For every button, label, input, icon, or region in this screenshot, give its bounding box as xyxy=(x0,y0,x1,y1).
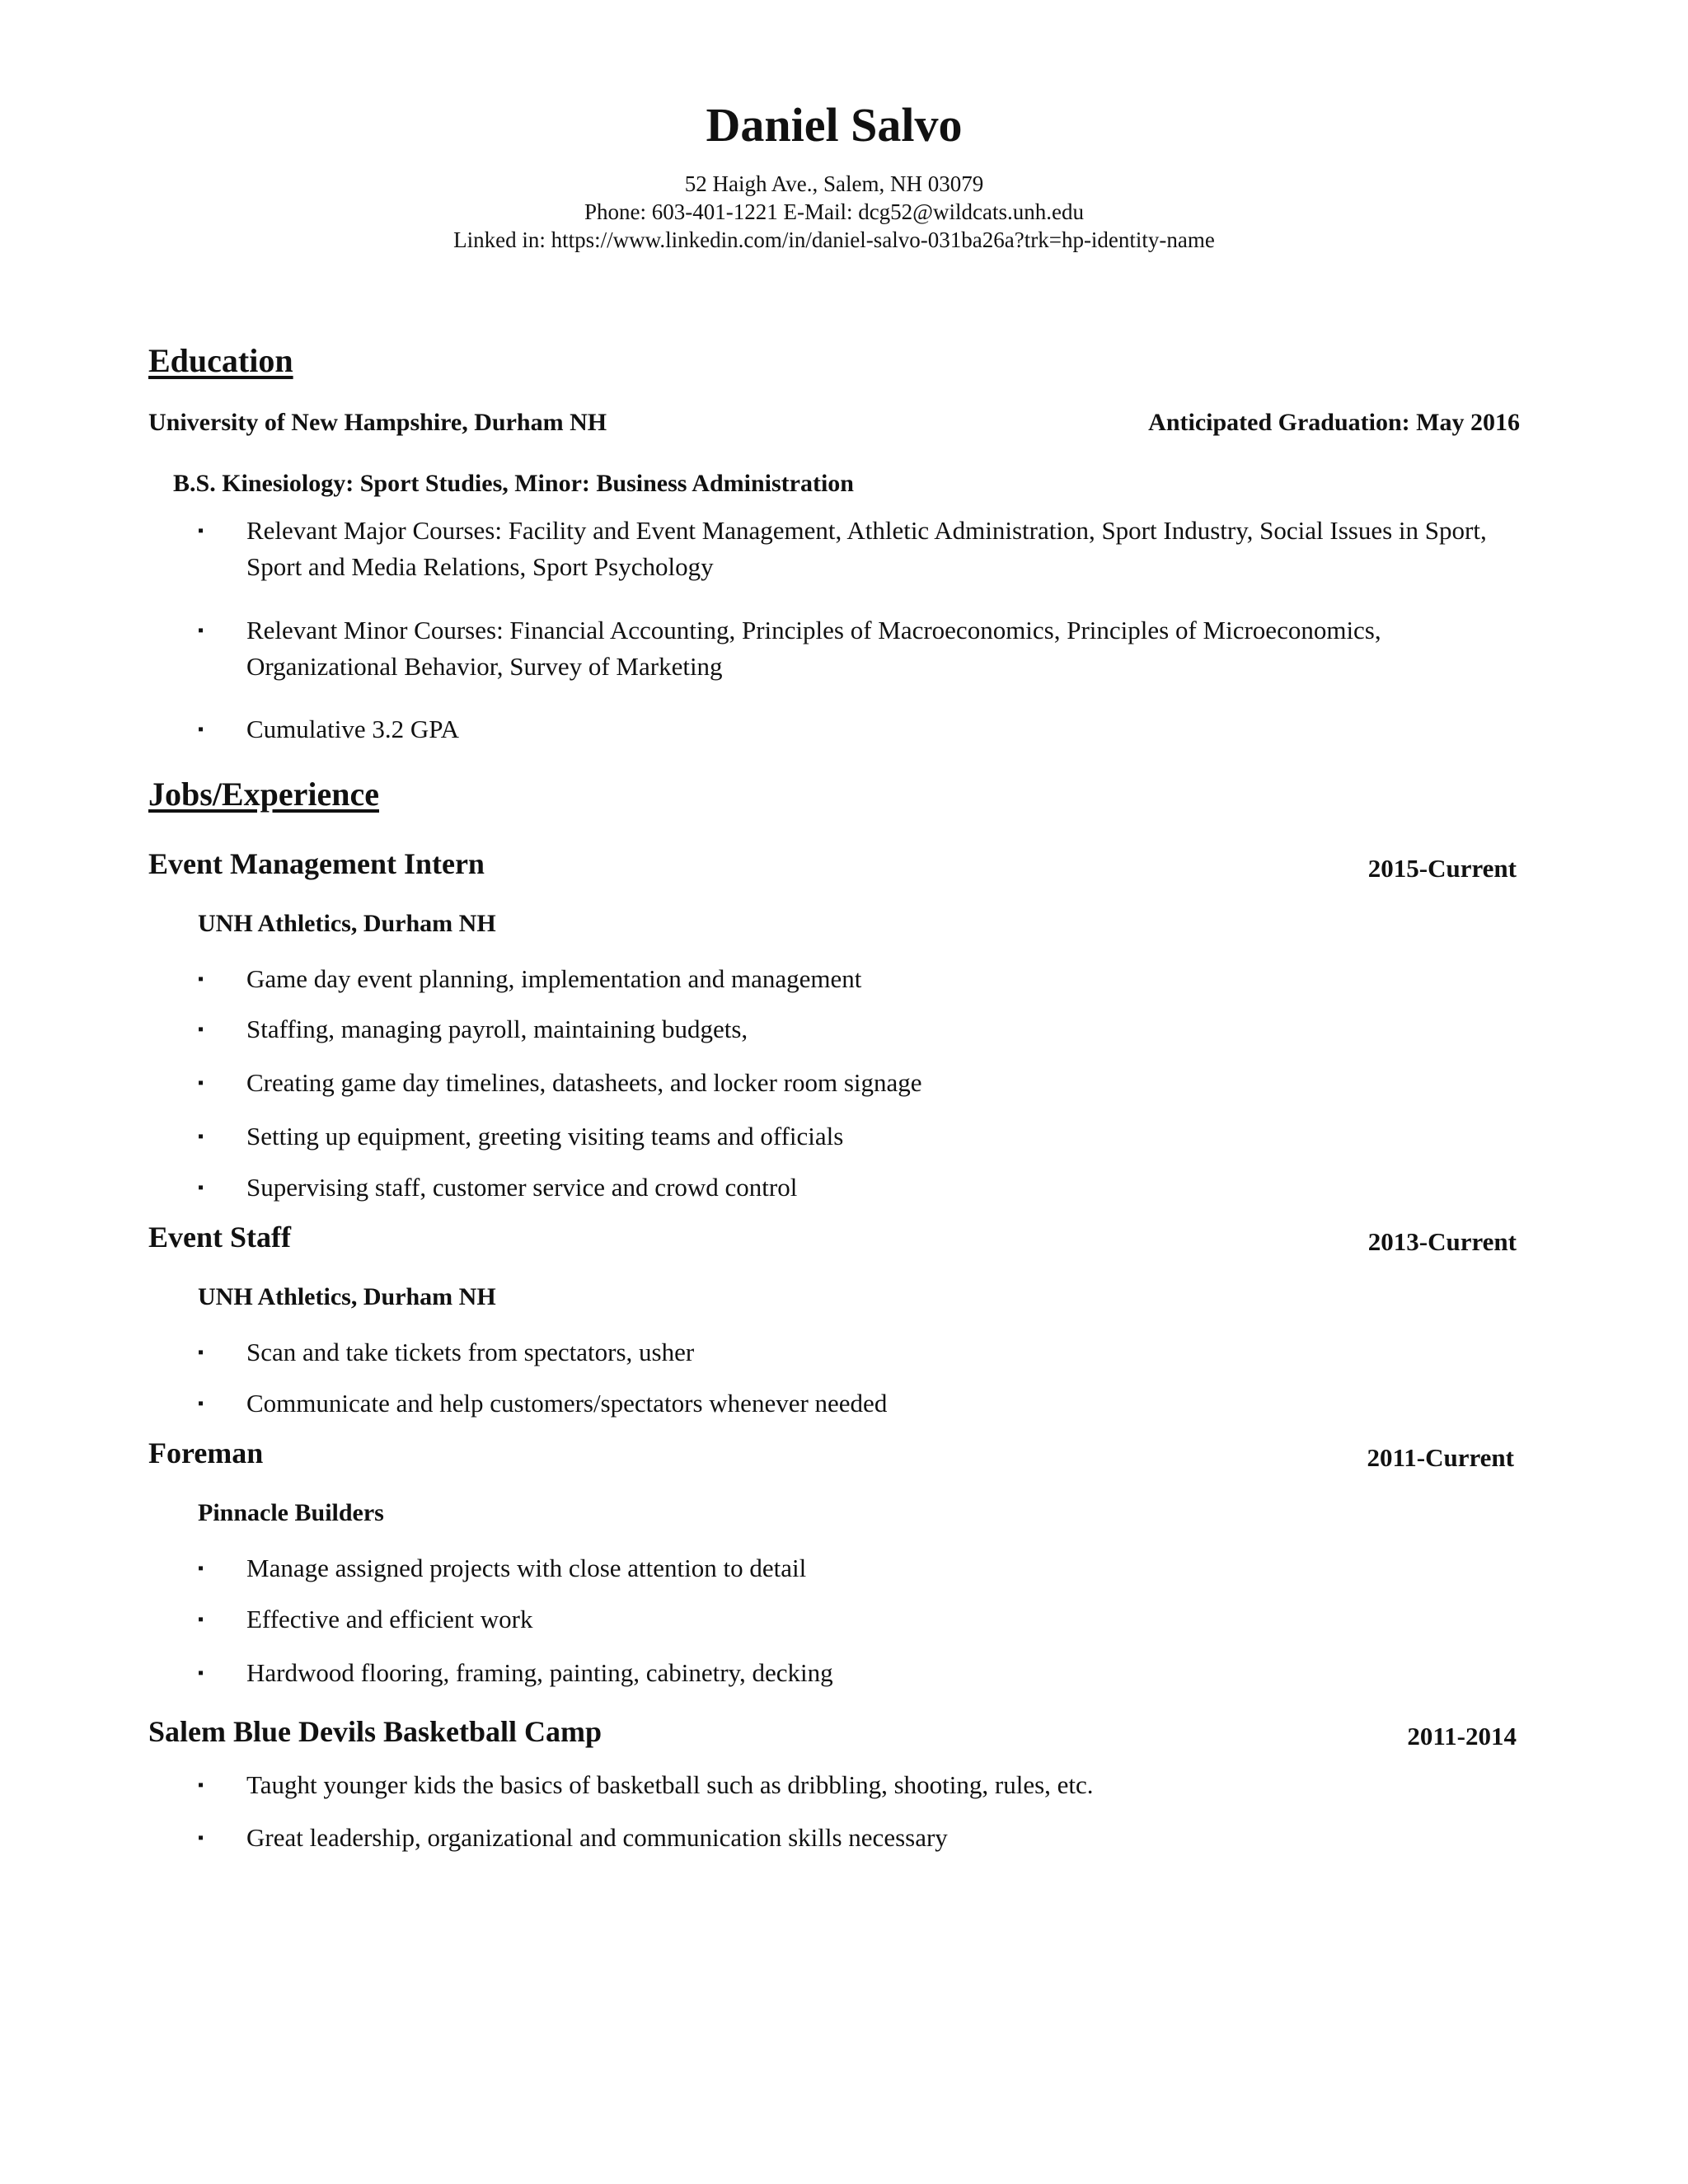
bullet-icon: ▪ xyxy=(198,720,204,738)
job-title: Event Staff xyxy=(148,1221,291,1254)
bullet-icon: ▪ xyxy=(198,1776,204,1794)
bullet-icon: ▪ xyxy=(198,1020,204,1038)
bullet-icon: ▪ xyxy=(198,621,204,640)
bullet-text: Hardwood flooring, framing, painting, cabinetry, decking xyxy=(246,1658,833,1687)
bullet-text: Setting up equipment, greeting visiting teams and officials xyxy=(246,1122,844,1151)
bullet-icon: ▪ xyxy=(198,970,204,988)
job-dates: 2011-Current xyxy=(1367,1443,1514,1472)
bullet-text: Cumulative 3.2 GPA xyxy=(246,715,460,743)
bullet-icon: ▪ xyxy=(198,1610,204,1629)
bullet-text: Effective and efficient work xyxy=(246,1605,533,1633)
job-organization: UNH Athletics, Durham NH xyxy=(198,910,496,937)
bullet-text: Relevant Minor Courses: Financial Accounting, Principles of Macroeconomics, Principles of Microeconomics, Organizational Behavior, Survey of Marketing xyxy=(246,616,1381,681)
bullet-text: Creating game day timelines, datasheets, and locker room signage xyxy=(246,1068,922,1097)
bullet-icon: ▪ xyxy=(198,1664,204,1682)
bullet-icon: ▪ xyxy=(198,1829,204,1847)
bullet-icon: ▪ xyxy=(198,1074,204,1092)
bullet-text: Game day event planning, implementation and management xyxy=(246,964,862,993)
bullet-text: Relevant Major Courses: Facility and Event Management, Athletic Administration, Sport Industry, Social Issues in Sport, Sport and Media Relations, Sport Psychology xyxy=(246,516,1487,581)
candidate-name: Daniel Salvo xyxy=(706,98,963,152)
job-title: Event Management Intern xyxy=(148,847,485,880)
list-item xyxy=(198,612,1533,687)
graduation-date: Anticipated Graduation: May 2016 xyxy=(1148,409,1520,436)
job-title: Foreman xyxy=(148,1436,264,1469)
bullet-text: Taught younger kids the basics of basketball such as dribbling, shooting, rules, etc. xyxy=(246,1770,1094,1799)
bullet-text: Scan and take tickets from spectators, usher xyxy=(246,1338,695,1366)
job-dates: 2015-Current xyxy=(1367,854,1517,883)
bullet-icon: ▪ xyxy=(198,1559,204,1577)
phone-email: Phone: 603-401-1221 E-Mail: dcg52@wildcats.unh.edu xyxy=(584,199,1085,224)
job-dates: 2011-2014 xyxy=(1407,1722,1517,1750)
job-organization: UNH Athletics, Durham NH xyxy=(198,1283,496,1310)
list-item xyxy=(198,513,1533,587)
bullet-icon: ▪ xyxy=(198,1394,204,1413)
bullet-text: Staffing, managing payroll, maintaining budgets, xyxy=(246,1015,748,1043)
linkedin-url: Linked in: https://www.linkedin.com/in/daniel-salvo-031ba26a?trk=hp-identity-name xyxy=(453,227,1215,252)
experience-heading: Jobs/Experience xyxy=(148,776,379,813)
bullet-text: Communicate and help customers/spectators whenever needed xyxy=(246,1389,888,1418)
job-organization: Pinnacle Builders xyxy=(198,1499,384,1526)
bullet-icon: ▪ xyxy=(198,1127,204,1146)
job-dates: 2013-Current xyxy=(1367,1227,1517,1256)
education-heading: Education xyxy=(148,342,293,379)
bullet-icon: ▪ xyxy=(198,522,204,540)
bullet-text: Supervising staff, customer service and crowd control xyxy=(246,1173,798,1202)
bullet-icon: ▪ xyxy=(198,1343,204,1361)
bullet-icon: ▪ xyxy=(198,1179,204,1197)
address: 52 Haigh Ave., Salem, NH 03079 xyxy=(684,171,984,196)
bullet-text: Great leadership, organizational and communication skills necessary xyxy=(246,1823,948,1852)
job-title: Salem Blue Devils Basketball Camp xyxy=(148,1715,603,1748)
degree: B.S. Kinesiology: Sport Studies, Minor: Business Administration xyxy=(173,470,854,497)
bullet-text: Manage assigned projects with close attention to detail xyxy=(246,1554,807,1582)
school-name: University of New Hampshire, Durham NH xyxy=(148,409,607,436)
